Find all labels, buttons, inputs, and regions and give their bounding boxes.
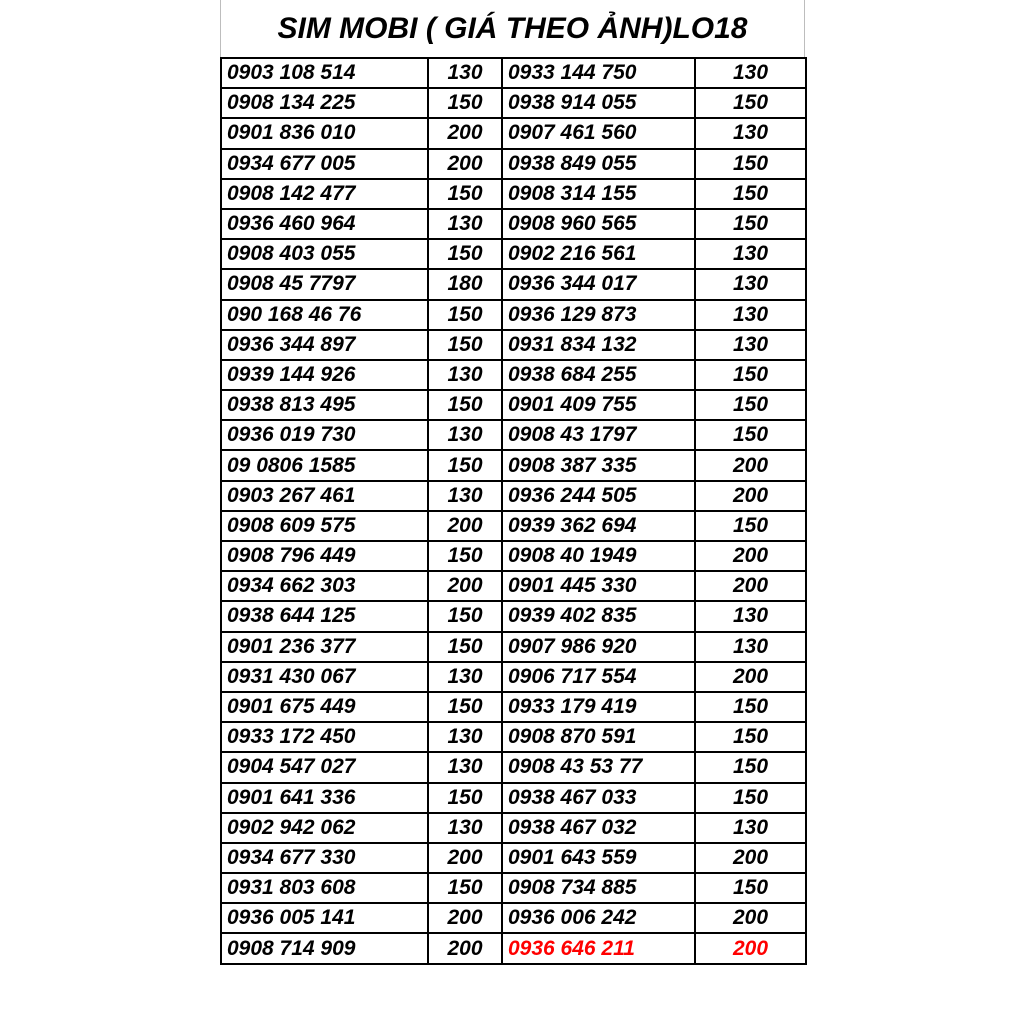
phone-number-left: 0903 267 461: [221, 481, 428, 511]
price-left: 150: [428, 632, 502, 662]
phone-number-left: 0934 677 330: [221, 843, 428, 873]
price-right: 200: [695, 541, 806, 571]
price-left: 150: [428, 450, 502, 480]
price-left: 150: [428, 601, 502, 631]
table-row: [221, 269, 806, 299]
price-right: 200: [695, 481, 806, 511]
price-right: 130: [695, 601, 806, 631]
price-left: 130: [428, 420, 502, 450]
table-row: [221, 903, 806, 933]
phone-number-right: 0901 643 559: [502, 843, 695, 873]
table-row: [221, 692, 806, 722]
price-right: 150: [695, 179, 806, 209]
table-row: [221, 722, 806, 752]
phone-number-right: 0908 870 591: [502, 722, 695, 752]
phone-number-left: 0936 005 141: [221, 903, 428, 933]
price-left: 200: [428, 118, 502, 148]
price-right: 150: [695, 420, 806, 450]
price-left: 130: [428, 662, 502, 692]
price-left: 200: [428, 843, 502, 873]
table-row: [221, 843, 806, 873]
phone-number-right: 0902 216 561: [502, 239, 695, 269]
table-row: [221, 58, 806, 88]
table-row: [221, 149, 806, 179]
price-right: 130: [695, 239, 806, 269]
price-right: 200: [695, 571, 806, 601]
phone-number-right: 0936 129 873: [502, 300, 695, 330]
phone-number-left: 0908 714 909: [221, 933, 428, 963]
phone-number-right: 0939 402 835: [502, 601, 695, 631]
phone-number-left: 0931 430 067: [221, 662, 428, 692]
price-right: 130: [695, 813, 806, 843]
table-row: [221, 330, 806, 360]
price-right: 130: [695, 269, 806, 299]
price-right: 200: [695, 903, 806, 933]
phone-number-right: 0901 409 755: [502, 390, 695, 420]
phone-number-left: 0901 836 010: [221, 118, 428, 148]
phone-number-left: 090 168 46 76: [221, 300, 428, 330]
sim-price-sheet: [220, 0, 805, 1024]
phone-number-right: 0908 40 1949: [502, 541, 695, 571]
price-right: 200: [695, 662, 806, 692]
phone-number-left: 0908 142 477: [221, 179, 428, 209]
phone-number-right: 0908 960 565: [502, 209, 695, 239]
price-left: 130: [428, 58, 502, 88]
phone-number-left: 0901 641 336: [221, 783, 428, 813]
price-right: 150: [695, 873, 806, 903]
price-right: 150: [695, 722, 806, 752]
price-right: 200: [695, 450, 806, 480]
price-right: 130: [695, 58, 806, 88]
sheet-title: SIM MOBI ( GIÁ THEO ẢNH)LO18: [220, 0, 805, 57]
table-row: [221, 541, 806, 571]
phone-number-right: 0938 914 055: [502, 88, 695, 118]
table-row: [221, 360, 806, 390]
price-left: 130: [428, 481, 502, 511]
table-row: [221, 632, 806, 662]
price-left: 130: [428, 752, 502, 782]
table-row: [221, 239, 806, 269]
phone-number-left: 0908 45 7797: [221, 269, 428, 299]
price-right: 130: [695, 118, 806, 148]
phone-number-right: 0908 734 885: [502, 873, 695, 903]
price-right: 130: [695, 330, 806, 360]
phone-number-right: 0936 344 017: [502, 269, 695, 299]
price-right: 200: [695, 843, 806, 873]
phone-number-right: 0908 314 155: [502, 179, 695, 209]
price-right: 150: [695, 88, 806, 118]
price-left: 180: [428, 269, 502, 299]
phone-number-left: 0934 662 303: [221, 571, 428, 601]
price-right: 150: [695, 692, 806, 722]
phone-number-right: 0906 717 554: [502, 662, 695, 692]
phone-number-left: 0931 803 608: [221, 873, 428, 903]
price-right: 150: [695, 209, 806, 239]
sim-rows: [221, 58, 806, 964]
phone-number-right: 0908 43 1797: [502, 420, 695, 450]
phone-number-left: 0908 403 055: [221, 239, 428, 269]
price-left: 200: [428, 903, 502, 933]
table-row: [221, 752, 806, 782]
sim-number-table: [220, 57, 807, 965]
phone-number-right: 0907 986 920: [502, 632, 695, 662]
phone-number-left: 0904 547 027: [221, 752, 428, 782]
phone-number-right: 0936 646 211: [502, 933, 695, 963]
phone-number-left: 0936 019 730: [221, 420, 428, 450]
phone-number-left: 0908 134 225: [221, 88, 428, 118]
phone-number-left: 0901 675 449: [221, 692, 428, 722]
price-right: 150: [695, 390, 806, 420]
phone-number-right: 0938 467 032: [502, 813, 695, 843]
price-right: 150: [695, 752, 806, 782]
table-row: [221, 88, 806, 118]
table-row: [221, 813, 806, 843]
price-left: 150: [428, 783, 502, 813]
table-row: [221, 420, 806, 450]
phone-number-right: 0933 144 750: [502, 58, 695, 88]
price-left: 150: [428, 873, 502, 903]
price-left: 150: [428, 179, 502, 209]
price-left: 200: [428, 149, 502, 179]
table-row: [221, 118, 806, 148]
price-right: 150: [695, 783, 806, 813]
phone-number-right: 0936 006 242: [502, 903, 695, 933]
phone-number-right: 0939 362 694: [502, 511, 695, 541]
phone-number-right: 0931 834 132: [502, 330, 695, 360]
price-left: 200: [428, 511, 502, 541]
price-right: 130: [695, 632, 806, 662]
phone-number-left: 0936 344 897: [221, 330, 428, 360]
price-left: 200: [428, 933, 502, 963]
phone-number-right: 0936 244 505: [502, 481, 695, 511]
phone-number-left: 0938 644 125: [221, 601, 428, 631]
phone-number-right: 0901 445 330: [502, 571, 695, 601]
phone-number-left: 0901 236 377: [221, 632, 428, 662]
table-row: [221, 783, 806, 813]
table-row: [221, 481, 806, 511]
phone-number-right: 0908 43 53 77: [502, 752, 695, 782]
price-right: 150: [695, 360, 806, 390]
phone-number-right: 0907 461 560: [502, 118, 695, 148]
phone-number-right: 0938 849 055: [502, 149, 695, 179]
price-left: 150: [428, 88, 502, 118]
table-row: [221, 571, 806, 601]
table-row: [221, 209, 806, 239]
price-left: 130: [428, 209, 502, 239]
phone-number-left: 0903 108 514: [221, 58, 428, 88]
price-left: 150: [428, 541, 502, 571]
phone-number-right: 0938 467 033: [502, 783, 695, 813]
phone-number-right: 0933 179 419: [502, 692, 695, 722]
table-row: [221, 873, 806, 903]
phone-number-left: 0908 796 449: [221, 541, 428, 571]
price-left: 200: [428, 571, 502, 601]
price-left: 150: [428, 239, 502, 269]
phone-number-left: 0908 609 575: [221, 511, 428, 541]
price-left: 150: [428, 300, 502, 330]
phone-number-right: 0938 684 255: [502, 360, 695, 390]
phone-number-left: 0938 813 495: [221, 390, 428, 420]
phone-number-left: 0936 460 964: [221, 209, 428, 239]
price-left: 150: [428, 692, 502, 722]
price-right: 150: [695, 511, 806, 541]
phone-number-left: 0933 172 450: [221, 722, 428, 752]
price-left: 130: [428, 360, 502, 390]
phone-number-left: 0939 144 926: [221, 360, 428, 390]
price-right: 150: [695, 149, 806, 179]
table-row: [221, 601, 806, 631]
price-right: 130: [695, 300, 806, 330]
price-left: 150: [428, 390, 502, 420]
price-right: 200: [695, 933, 806, 963]
phone-number-left: 0934 677 005: [221, 149, 428, 179]
phone-number-left: 09 0806 1585: [221, 450, 428, 480]
table-row: [221, 933, 806, 963]
phone-number-left: 0902 942 062: [221, 813, 428, 843]
price-left: 130: [428, 722, 502, 752]
table-row: [221, 390, 806, 420]
table-row: [221, 179, 806, 209]
phone-number-right: 0908 387 335: [502, 450, 695, 480]
table-row: [221, 511, 806, 541]
table-row: [221, 662, 806, 692]
price-left: 150: [428, 330, 502, 360]
price-left: 130: [428, 813, 502, 843]
table-row: [221, 300, 806, 330]
table-row: [221, 450, 806, 480]
